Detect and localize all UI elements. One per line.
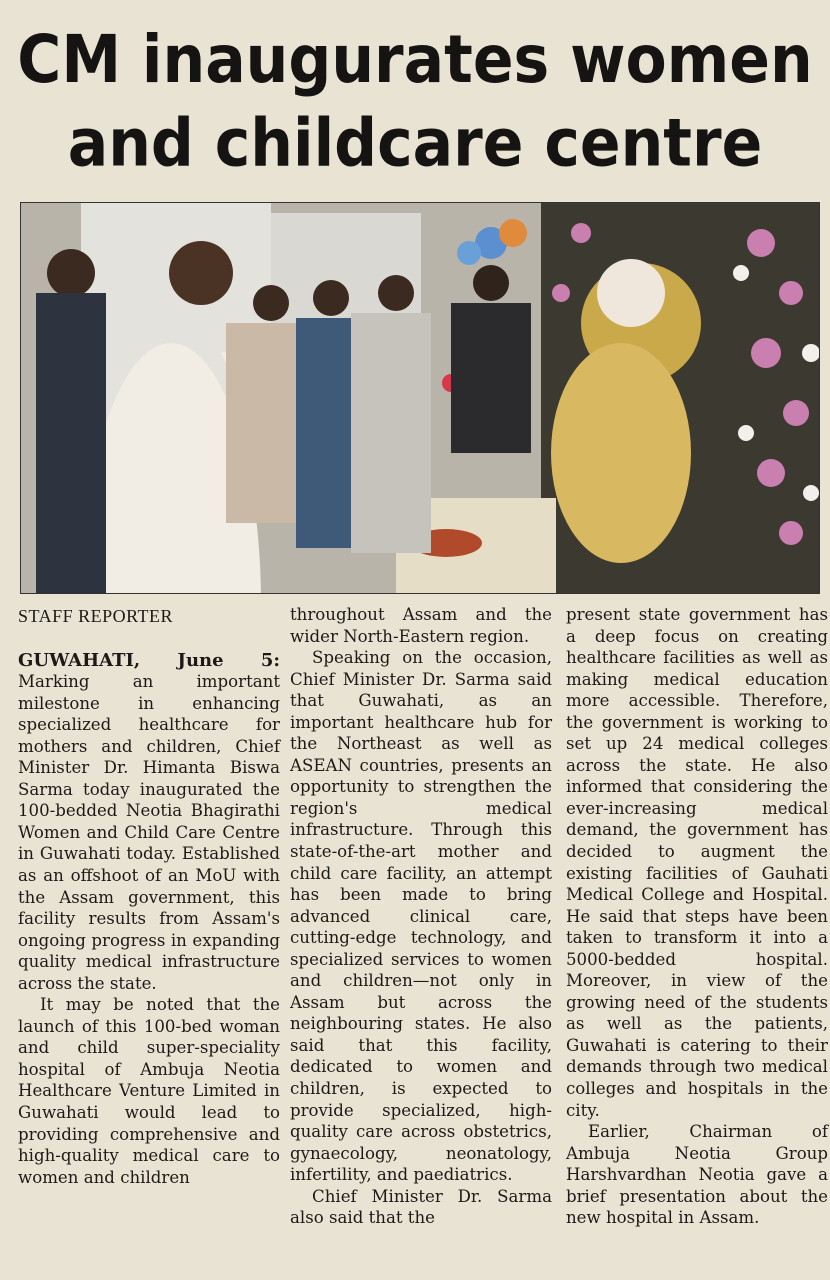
paragraph-1: [18, 650, 280, 995]
paragraph-3: throughout Assam and the wider North-Eastern region.: [290, 605, 552, 646]
paragraph-6: present state government has a deep focus on creating healthcare facilities as well as making medical education more accessible. Therefore, the government is working to set up 24 medical colleges across the state. He also informed that considering the ever-increasing medical demand, the government has decided to augment the existing facilities of Gauhati Medical College and Hospital. He said that steps have been taken to transform it into a 5000-bedded hospital. Moreover, in view of the growing need of the students as well as the patients, Guwahati is catering to their demands through two medical colleges and hospitals in the city.: [566, 605, 828, 1120]
paragraph-4: Speaking on the occasion, Chief Minister Dr. Sarma said that Guwahati, as an important healthcare hub for the Northeast as well as ASEAN countries, presents an opportunity to strengthen the region's medical infrastructure. Through this state-of-the-art mother and child care facility, an attempt has been made to bring advanced clinical care, cutting-edge technology, and specialized services to women and children—not only in Assam but across the neighbouring states. He also said that this facility, dedicated to women and children, is expected to provide specialized, high-quality care across obstetrics, gynaecology, neonatology, infertility, and paediatrics.: [290, 648, 552, 1185]
article-column-3: [566, 604, 828, 1229]
article-column-1: [18, 604, 280, 1188]
byline: STAFF REPORTER: [18, 606, 174, 626]
news-photo: [20, 202, 820, 594]
headline-line-1: CM inaugurates women: [17, 21, 813, 99]
paragraph-2: It may be noted that the launch of this 100-bed woman and child super-speciality hospital of Ambuja Neotia Healthcare Venture Limited in Guwahati would lead to providing comprehensive and high-quality medical care to women and children: [18, 995, 280, 1187]
headline-line-2: and childcare centre: [67, 104, 763, 182]
photo-illustration: [21, 203, 819, 593]
article-column-2: [290, 604, 552, 1229]
paragraph-1-text: Marking an important milestone in enhancing specialized healthcare for mothers and children, Chief Minister Dr. Himanta Biswa Sarma today inaugurated the 100-bedded Neotia Bhagirathi Women and Child Care Centre in Guwahati today. Established as an offshoot of an MoU with the Assam government, this facility results from Assam's ongoing progress in expanding quality medical infrastructure across the state.: [18, 672, 280, 993]
headline: [0, 18, 830, 185]
dateline: GUWAHATI, June 5:: [18, 649, 280, 671]
paragraph-7: Earlier, Chairman of Ambuja Neotia Group Harshvardhan Neotia gave a brief presentation about the new hospital in Assam.: [566, 1122, 828, 1228]
paragraph-5: Chief Minister Dr. Sarma also said that the: [290, 1186, 552, 1228]
